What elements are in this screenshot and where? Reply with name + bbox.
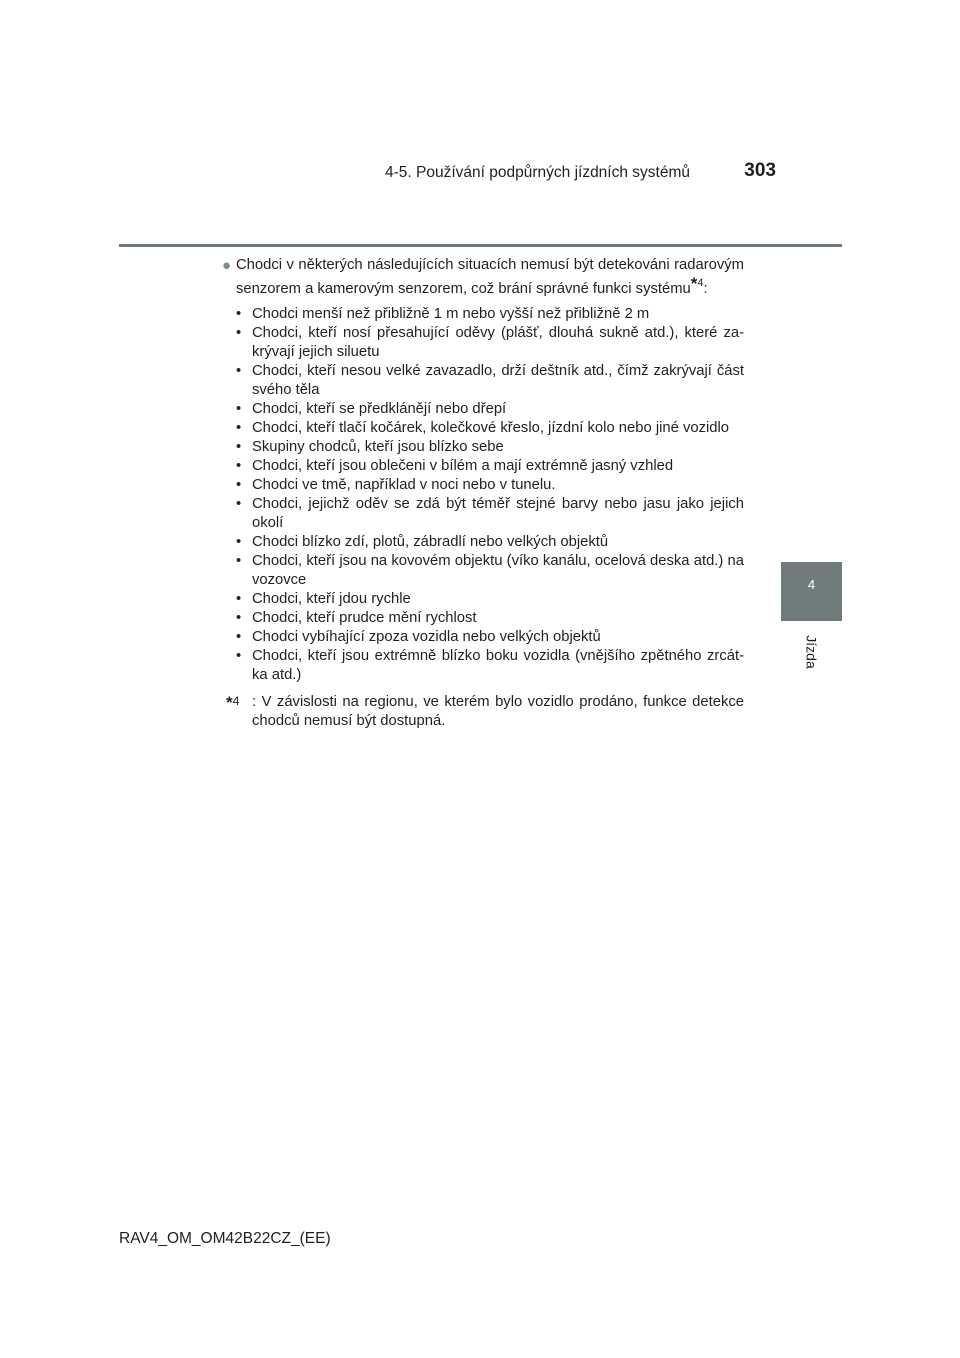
chapter-label-text: Jízda [803,635,820,669]
lead-paragraph [222,256,744,299]
lead-text: Chodci v některých následujících situacích nemusí být detekováni radarovým senzorem a kamerovým senzorem, což brání správné funkci systému [236,257,744,297]
footnote-marker: *$^4$ [226,692,240,712]
lead-suffix: : [703,280,708,297]
list-item: • Chodci, kteří se předklánějí nebo dřepí [236,400,507,417]
header-divider [119,244,842,247]
list-item: • Skupiny chodců, kteří jsou blízko sebe [236,438,504,455]
list-item: • Chodci, kteří nesou velké zavazadlo, drží deštník atd., čímž zakrývají část svého těla [236,362,744,398]
list-item: • Chodci menší než přibližně 1 m nebo vyšší než přibližně 2 m [236,305,650,322]
circle-bullet-icon: ● [222,257,232,274]
list-item: • Chodci ve tmě, například v noci nebo v tunelu. [236,476,556,493]
footnote-text: : V závislosti na regionu, ve kterém bylo vozidlo prodáno, funkce detekce chodců nemusí být dostupná. [252,693,744,729]
footnote [226,693,744,731]
list-item: • Chodci, kteří jdou rychle [236,590,411,607]
chapter-label [781,622,842,682]
footnote-ref-star: * [690,273,698,293]
chapter-number: 4 [807,577,816,592]
list-item: • Chodci, kteří prudce mění rychlost [236,609,477,626]
list-item: • Chodci, kteří jsou na kovovém objektu (víko kanálu, ocelová deska atd.) na vozovce [236,552,744,588]
list-item: • Chodci blízko zdí, plotů, zábradlí nebo velkých objektů [236,533,609,550]
list-item: • Chodci, kteří jsou oblečeni v bílém a mají extrémně jasný vzhled [236,457,674,474]
list-item: • Chodci vybíhající zpoza vozidla nebo velkých objektů [236,628,601,645]
list-item: • Chodci, kteří tlačí kočárek, kolečkové křeslo, jízdní kolo nebo jiné vozidlo [236,419,730,436]
list-item: • Chodci, kteří jsou extrémně blízko boku vozidla (vnějšího zpětného zrcát-ka atd.) [236,647,744,683]
section-title: 4-5. Používání podpůrných jízdních systémů [385,164,690,181]
manual-code: RAV4_OM_OM42B22CZ_(EE) [119,1230,331,1247]
main-content [222,256,744,746]
footnote-ref-number: 4 [697,277,704,289]
list-item: • Chodci, jejichž oděv se zdá být téměř stejné barvy nebo jasu jako jejich okolí [236,495,744,531]
list-item: • Chodci, kteří nosí přesahující oděvy (plášť, dlouhá sukně atd.), které za-krývají jejich siluetu [236,324,744,360]
page-number: 303 [744,160,776,181]
pedestrian-conditions-list [226,305,744,685]
